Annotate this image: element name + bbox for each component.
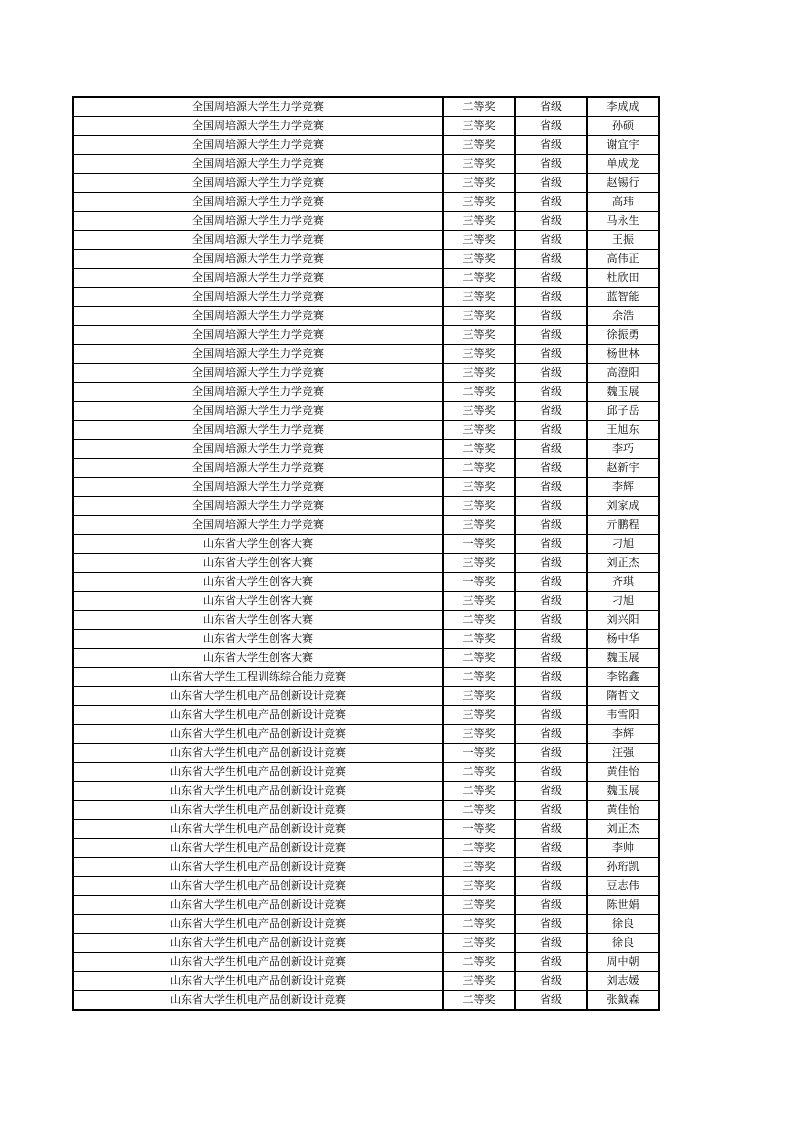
table-row xyxy=(73,117,659,136)
competition-cell: 全国周培源大学生力学竞赛 xyxy=(73,516,443,535)
student-name-cell: 杜欣田 xyxy=(587,269,659,288)
student-name-cell: 刘正杰 xyxy=(587,554,659,573)
award-level-cell: 三等奖 xyxy=(443,402,515,421)
table-row xyxy=(73,440,659,459)
student-name-cell: 杨中华 xyxy=(587,630,659,649)
table-row xyxy=(73,535,659,554)
table-row xyxy=(73,383,659,402)
table-row xyxy=(73,516,659,535)
award-level-cell: 三等奖 xyxy=(443,307,515,326)
award-level-cell: 三等奖 xyxy=(443,174,515,193)
student-name-cell: 刘兴阳 xyxy=(587,611,659,630)
award-level-cell: 二等奖 xyxy=(443,269,515,288)
table-row xyxy=(73,212,659,231)
competition-cell: 山东省大学生创客大赛 xyxy=(73,649,443,668)
award-level-cell: 三等奖 xyxy=(443,877,515,896)
table-row xyxy=(73,307,659,326)
competition-cell: 山东省大学生机电产品创新设计竞赛 xyxy=(73,782,443,801)
scope-cell: 省级 xyxy=(515,516,587,535)
competition-cell: 全国周培源大学生力学竞赛 xyxy=(73,440,443,459)
award-level-cell: 二等奖 xyxy=(443,668,515,687)
table-row xyxy=(73,801,659,820)
student-name-cell: 蓝智能 xyxy=(587,288,659,307)
table-row xyxy=(73,611,659,630)
student-name-cell: 黄佳怡 xyxy=(587,763,659,782)
student-name-cell: 刘家成 xyxy=(587,497,659,516)
scope-cell: 省级 xyxy=(515,706,587,725)
award-level-cell: 二等奖 xyxy=(443,97,515,117)
table-row xyxy=(73,326,659,345)
scope-cell: 省级 xyxy=(515,991,587,1011)
scope-cell: 省级 xyxy=(515,554,587,573)
award-level-cell: 三等奖 xyxy=(443,155,515,174)
award-table-body xyxy=(73,97,659,1010)
table-row xyxy=(73,193,659,212)
scope-cell: 省级 xyxy=(515,478,587,497)
table-row xyxy=(73,288,659,307)
student-name-cell: 周中朝 xyxy=(587,953,659,972)
table-row xyxy=(73,839,659,858)
table-row xyxy=(73,554,659,573)
award-level-cell: 二等奖 xyxy=(443,782,515,801)
table-row xyxy=(73,858,659,877)
award-level-cell: 三等奖 xyxy=(443,687,515,706)
scope-cell: 省级 xyxy=(515,877,587,896)
competition-cell: 全国周培源大学生力学竞赛 xyxy=(73,117,443,136)
table-row xyxy=(73,706,659,725)
award-level-cell: 二等奖 xyxy=(443,383,515,402)
competition-cell: 全国周培源大学生力学竞赛 xyxy=(73,288,443,307)
table-row xyxy=(73,877,659,896)
competition-cell: 山东省大学生机电产品创新设计竞赛 xyxy=(73,725,443,744)
student-name-cell: 李辉 xyxy=(587,478,659,497)
competition-cell: 山东省大学生创客大赛 xyxy=(73,592,443,611)
student-name-cell: 齐琪 xyxy=(587,573,659,592)
award-level-cell: 二等奖 xyxy=(443,611,515,630)
table-row xyxy=(73,592,659,611)
competition-cell: 山东省大学生机电产品创新设计竞赛 xyxy=(73,934,443,953)
table-row xyxy=(73,573,659,592)
table-row xyxy=(73,782,659,801)
award-level-cell: 三等奖 xyxy=(443,288,515,307)
award-level-cell: 三等奖 xyxy=(443,117,515,136)
scope-cell: 省级 xyxy=(515,250,587,269)
award-level-cell: 三等奖 xyxy=(443,972,515,991)
scope-cell: 省级 xyxy=(515,972,587,991)
award-level-cell: 三等奖 xyxy=(443,193,515,212)
award-level-cell: 三等奖 xyxy=(443,250,515,269)
competition-cell: 山东省大学生机电产品创新设计竞赛 xyxy=(73,972,443,991)
competition-cell: 全国周培源大学生力学竞赛 xyxy=(73,307,443,326)
table-row xyxy=(73,668,659,687)
award-level-cell: 一等奖 xyxy=(443,535,515,554)
scope-cell: 省级 xyxy=(515,630,587,649)
award-level-cell: 三等奖 xyxy=(443,554,515,573)
competition-cell: 全国周培源大学生力学竞赛 xyxy=(73,345,443,364)
student-name-cell: 刘正杰 xyxy=(587,820,659,839)
table-row xyxy=(73,991,659,1011)
table-row xyxy=(73,250,659,269)
student-name-cell: 单成龙 xyxy=(587,155,659,174)
award-level-cell: 三等奖 xyxy=(443,858,515,877)
scope-cell: 省级 xyxy=(515,97,587,117)
award-level-cell: 二等奖 xyxy=(443,763,515,782)
award-level-cell: 三等奖 xyxy=(443,421,515,440)
scope-cell: 省级 xyxy=(515,687,587,706)
award-level-cell: 二等奖 xyxy=(443,991,515,1011)
student-name-cell: 亓鹏程 xyxy=(587,516,659,535)
table-row xyxy=(73,459,659,478)
scope-cell: 省级 xyxy=(515,535,587,554)
competition-cell: 山东省大学生创客大赛 xyxy=(73,630,443,649)
table-row xyxy=(73,497,659,516)
award-level-cell: 三等奖 xyxy=(443,497,515,516)
award-level-cell: 二等奖 xyxy=(443,630,515,649)
student-name-cell: 徐振勇 xyxy=(587,326,659,345)
student-name-cell: 王振 xyxy=(587,231,659,250)
scope-cell: 省级 xyxy=(515,934,587,953)
scope-cell: 省级 xyxy=(515,326,587,345)
table-row xyxy=(73,687,659,706)
competition-cell: 山东省大学生机电产品创新设计竞赛 xyxy=(73,858,443,877)
scope-cell: 省级 xyxy=(515,212,587,231)
award-level-cell: 三等奖 xyxy=(443,725,515,744)
award-level-cell: 三等奖 xyxy=(443,934,515,953)
competition-cell: 全国周培源大学生力学竞赛 xyxy=(73,478,443,497)
table-row xyxy=(73,421,659,440)
student-name-cell: 孙珩凯 xyxy=(587,858,659,877)
scope-cell: 省级 xyxy=(515,402,587,421)
competition-cell: 山东省大学生创客大赛 xyxy=(73,554,443,573)
award-level-cell: 三等奖 xyxy=(443,326,515,345)
award-level-cell: 二等奖 xyxy=(443,440,515,459)
table-row xyxy=(73,402,659,421)
table-row xyxy=(73,174,659,193)
competition-cell: 全国周培源大学生力学竞赛 xyxy=(73,383,443,402)
scope-cell: 省级 xyxy=(515,763,587,782)
student-name-cell: 马永生 xyxy=(587,212,659,231)
competition-cell: 山东省大学生机电产品创新设计竞赛 xyxy=(73,991,443,1011)
competition-cell: 山东省大学生创客大赛 xyxy=(73,611,443,630)
student-name-cell: 孙硕 xyxy=(587,117,659,136)
competition-cell: 全国周培源大学生力学竞赛 xyxy=(73,174,443,193)
award-level-cell: 三等奖 xyxy=(443,364,515,383)
competition-cell: 山东省大学生机电产品创新设计竞赛 xyxy=(73,877,443,896)
award-level-cell: 三等奖 xyxy=(443,231,515,250)
scope-cell: 省级 xyxy=(515,307,587,326)
scope-cell: 省级 xyxy=(515,231,587,250)
competition-cell: 全国周培源大学生力学竞赛 xyxy=(73,421,443,440)
award-level-cell: 二等奖 xyxy=(443,649,515,668)
competition-cell: 山东省大学生机电产品创新设计竞赛 xyxy=(73,706,443,725)
award-level-cell: 一等奖 xyxy=(443,820,515,839)
competition-cell: 山东省大学生机电产品创新设计竞赛 xyxy=(73,763,443,782)
award-table xyxy=(72,96,660,1011)
student-name-cell: 邱子岳 xyxy=(587,402,659,421)
competition-cell: 全国周培源大学生力学竞赛 xyxy=(73,212,443,231)
scope-cell: 省级 xyxy=(515,421,587,440)
student-name-cell: 高玮 xyxy=(587,193,659,212)
competition-cell: 全国周培源大学生力学竞赛 xyxy=(73,269,443,288)
student-name-cell: 杨世林 xyxy=(587,345,659,364)
competition-cell: 山东省大学生机电产品创新设计竞赛 xyxy=(73,687,443,706)
competition-cell: 全国周培源大学生力学竞赛 xyxy=(73,97,443,117)
scope-cell: 省级 xyxy=(515,117,587,136)
table-row xyxy=(73,155,659,174)
student-name-cell: 李帅 xyxy=(587,839,659,858)
scope-cell: 省级 xyxy=(515,440,587,459)
competition-cell: 山东省大学生创客大赛 xyxy=(73,573,443,592)
competition-cell: 全国周培源大学生力学竞赛 xyxy=(73,155,443,174)
competition-cell: 全国周培源大学生力学竞赛 xyxy=(73,497,443,516)
scope-cell: 省级 xyxy=(515,193,587,212)
student-name-cell: 魏玉展 xyxy=(587,782,659,801)
student-name-cell: 余浩 xyxy=(587,307,659,326)
scope-cell: 省级 xyxy=(515,573,587,592)
student-name-cell: 隋哲文 xyxy=(587,687,659,706)
award-level-cell: 二等奖 xyxy=(443,459,515,478)
scope-cell: 省级 xyxy=(515,953,587,972)
competition-cell: 全国周培源大学生力学竞赛 xyxy=(73,326,443,345)
table-row xyxy=(73,231,659,250)
table-row xyxy=(73,478,659,497)
competition-cell: 山东省大学生工程训练综合能力竞赛 xyxy=(73,668,443,687)
scope-cell: 省级 xyxy=(515,459,587,478)
award-level-cell: 二等奖 xyxy=(443,801,515,820)
award-level-cell: 一等奖 xyxy=(443,573,515,592)
table-row xyxy=(73,364,659,383)
award-level-cell: 三等奖 xyxy=(443,478,515,497)
student-name-cell: 黄佳怡 xyxy=(587,801,659,820)
student-name-cell: 豆志伟 xyxy=(587,877,659,896)
scope-cell: 省级 xyxy=(515,269,587,288)
table-row xyxy=(73,345,659,364)
table-row xyxy=(73,763,659,782)
student-name-cell: 韦雪阳 xyxy=(587,706,659,725)
student-name-cell: 高澄阳 xyxy=(587,364,659,383)
award-level-cell: 一等奖 xyxy=(443,744,515,763)
table-row xyxy=(73,972,659,991)
student-name-cell: 刁旭 xyxy=(587,535,659,554)
competition-cell: 全国周培源大学生力学竞赛 xyxy=(73,231,443,250)
scope-cell: 省级 xyxy=(515,839,587,858)
scope-cell: 省级 xyxy=(515,744,587,763)
competition-cell: 全国周培源大学生力学竞赛 xyxy=(73,459,443,478)
competition-cell: 山东省大学生创客大赛 xyxy=(73,535,443,554)
scope-cell: 省级 xyxy=(515,174,587,193)
competition-cell: 山东省大学生机电产品创新设计竞赛 xyxy=(73,915,443,934)
table-row xyxy=(73,820,659,839)
student-name-cell: 王旭东 xyxy=(587,421,659,440)
award-level-cell: 三等奖 xyxy=(443,345,515,364)
scope-cell: 省级 xyxy=(515,725,587,744)
table-row xyxy=(73,744,659,763)
scope-cell: 省级 xyxy=(515,155,587,174)
student-name-cell: 魏玉展 xyxy=(587,383,659,402)
competition-cell: 山东省大学生机电产品创新设计竞赛 xyxy=(73,839,443,858)
competition-cell: 山东省大学生机电产品创新设计竞赛 xyxy=(73,953,443,972)
student-name-cell: 高伟正 xyxy=(587,250,659,269)
student-name-cell: 张鉞森 xyxy=(587,991,659,1011)
student-name-cell: 李巧 xyxy=(587,440,659,459)
scope-cell: 省级 xyxy=(515,497,587,516)
table-row xyxy=(73,649,659,668)
student-name-cell: 李铭鑫 xyxy=(587,668,659,687)
scope-cell: 省级 xyxy=(515,782,587,801)
competition-cell: 全国周培源大学生力学竞赛 xyxy=(73,402,443,421)
award-level-cell: 三等奖 xyxy=(443,136,515,155)
student-name-cell: 谢宜宇 xyxy=(587,136,659,155)
scope-cell: 省级 xyxy=(515,592,587,611)
table-row xyxy=(73,915,659,934)
table-row xyxy=(73,630,659,649)
scope-cell: 省级 xyxy=(515,896,587,915)
table-row xyxy=(73,896,659,915)
competition-cell: 全国周培源大学生力学竞赛 xyxy=(73,136,443,155)
student-name-cell: 徐良 xyxy=(587,915,659,934)
scope-cell: 省级 xyxy=(515,136,587,155)
table-row xyxy=(73,953,659,972)
award-level-cell: 三等奖 xyxy=(443,212,515,231)
competition-cell: 全国周培源大学生力学竞赛 xyxy=(73,193,443,212)
scope-cell: 省级 xyxy=(515,288,587,307)
scope-cell: 省级 xyxy=(515,383,587,402)
scope-cell: 省级 xyxy=(515,649,587,668)
scope-cell: 省级 xyxy=(515,858,587,877)
award-level-cell: 三等奖 xyxy=(443,592,515,611)
student-name-cell: 刘志媛 xyxy=(587,972,659,991)
student-name-cell: 李成成 xyxy=(587,97,659,117)
student-name-cell: 李辉 xyxy=(587,725,659,744)
competition-cell: 山东省大学生机电产品创新设计竞赛 xyxy=(73,801,443,820)
student-name-cell: 徐良 xyxy=(587,934,659,953)
student-name-cell: 刁旭 xyxy=(587,592,659,611)
scope-cell: 省级 xyxy=(515,915,587,934)
award-level-cell: 二等奖 xyxy=(443,953,515,972)
competition-cell: 山东省大学生机电产品创新设计竞赛 xyxy=(73,744,443,763)
competition-cell: 全国周培源大学生力学竞赛 xyxy=(73,250,443,269)
table-row xyxy=(73,934,659,953)
student-name-cell: 汪强 xyxy=(587,744,659,763)
scope-cell: 省级 xyxy=(515,820,587,839)
scope-cell: 省级 xyxy=(515,345,587,364)
award-level-cell: 三等奖 xyxy=(443,516,515,535)
competition-cell: 山东省大学生机电产品创新设计竞赛 xyxy=(73,820,443,839)
award-level-cell: 三等奖 xyxy=(443,896,515,915)
student-name-cell: 魏玉展 xyxy=(587,649,659,668)
table-row xyxy=(73,269,659,288)
competition-cell: 山东省大学生机电产品创新设计竞赛 xyxy=(73,896,443,915)
scope-cell: 省级 xyxy=(515,668,587,687)
student-name-cell: 赵锡行 xyxy=(587,174,659,193)
award-level-cell: 三等奖 xyxy=(443,706,515,725)
award-level-cell: 二等奖 xyxy=(443,915,515,934)
scope-cell: 省级 xyxy=(515,364,587,383)
student-name-cell: 陈世娟 xyxy=(587,896,659,915)
scope-cell: 省级 xyxy=(515,611,587,630)
table-row xyxy=(73,136,659,155)
award-level-cell: 二等奖 xyxy=(443,839,515,858)
scope-cell: 省级 xyxy=(515,801,587,820)
table-row xyxy=(73,97,659,117)
student-name-cell: 赵新宇 xyxy=(587,459,659,478)
competition-cell: 全国周培源大学生力学竞赛 xyxy=(73,364,443,383)
table-row xyxy=(73,725,659,744)
